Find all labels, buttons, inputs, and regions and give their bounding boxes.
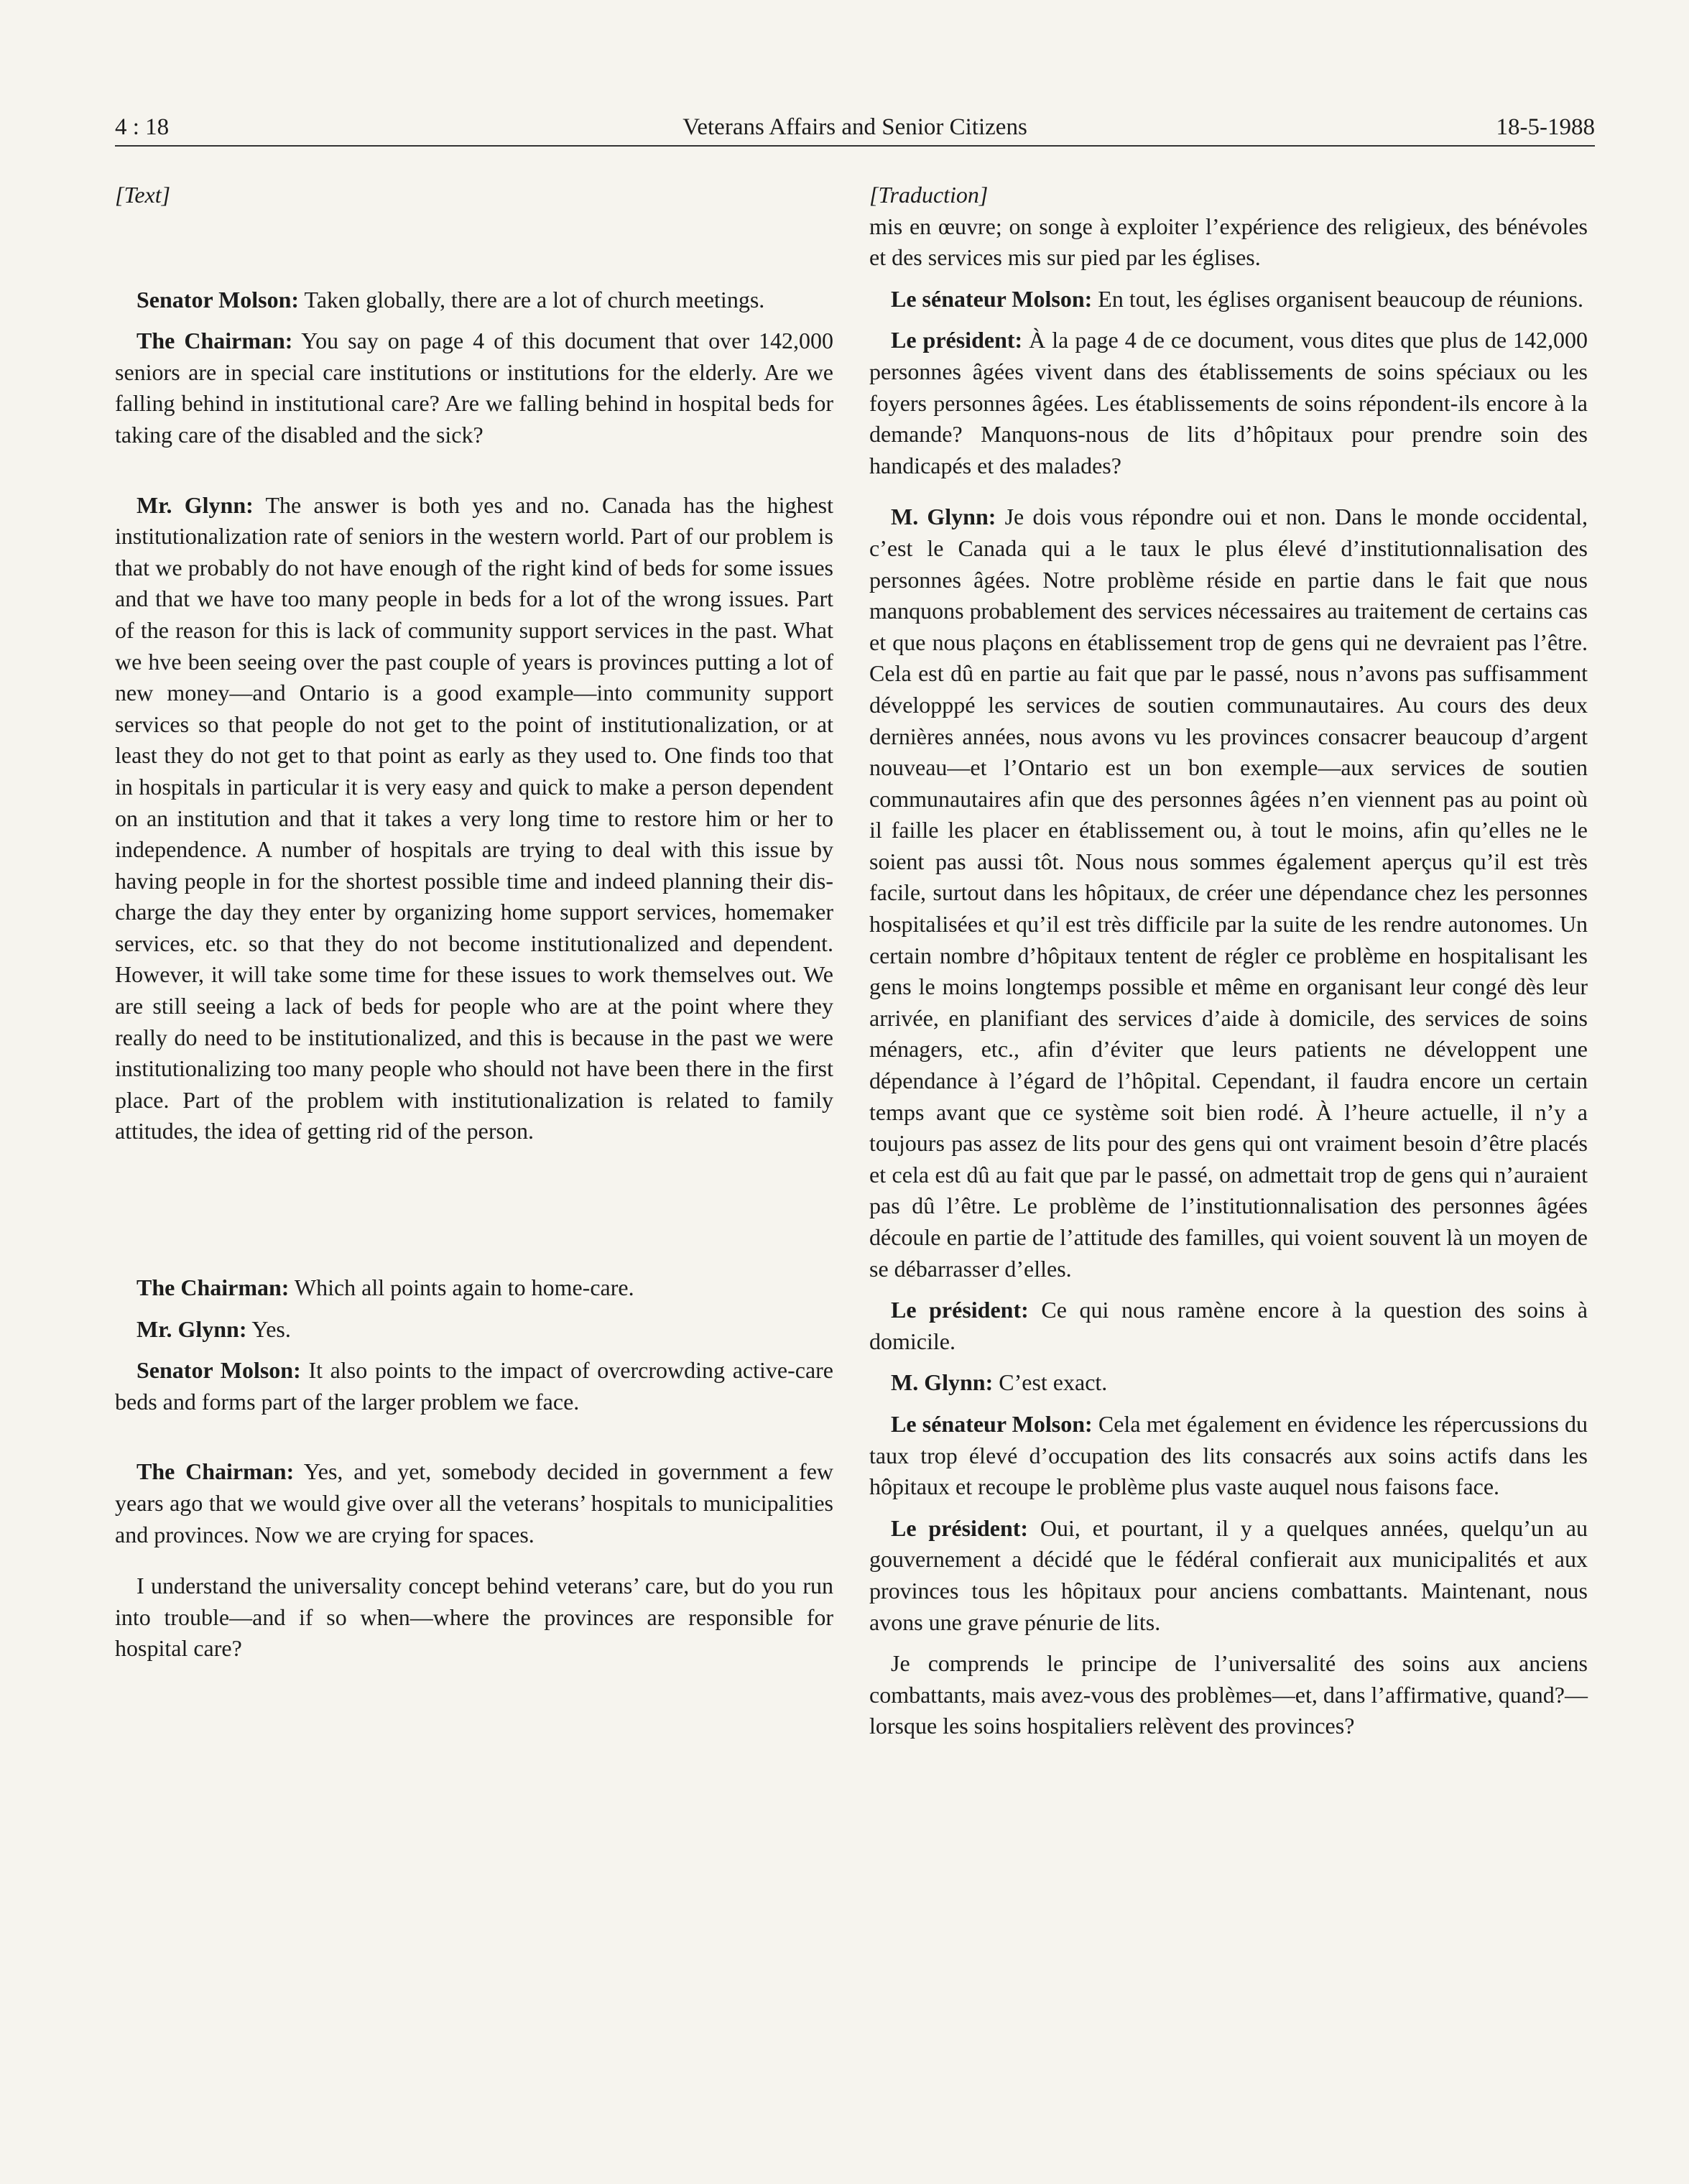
paragraph <box>869 501 1588 1285</box>
paragraph <box>869 1648 1588 1742</box>
paragraph <box>869 1513 1588 1638</box>
speaker-name: The Chairman: <box>136 1274 290 1301</box>
paragraph <box>115 1272 833 1304</box>
speaker-name: M. Glynn: <box>891 504 996 530</box>
column-gap <box>869 491 1588 501</box>
speaker-name: Le président: <box>891 1514 1029 1541</box>
speech-text: Yes. <box>246 1315 291 1342</box>
paragraph <box>115 490 833 1147</box>
paragraph <box>115 1456 833 1550</box>
speaker-name: Le président: <box>891 1297 1029 1323</box>
speaker-name: Senator Molson: <box>136 286 300 313</box>
paragraph <box>869 1409 1588 1503</box>
paragraph <box>115 1355 833 1417</box>
column-gap <box>115 1157 833 1272</box>
speaker-name: Mr. Glynn: <box>136 1315 247 1342</box>
paragraph <box>115 284 833 316</box>
speech-text: Ce qui nous ramène encore à la question des soins à domicile. <box>869 1297 1588 1354</box>
page-number: 4 : 18 <box>115 114 170 140</box>
speech-text: En tout, les églises organisent beaucoup de réunions. <box>1092 285 1583 312</box>
column-gap <box>115 1428 833 1456</box>
speech-text: Je comprends le principe de l’universalité des soins aux anciens combattants, mais avez-vous des problèmes—et, dans l’affirmative, quand?—lorsque les soins hospitaliers relèvent des provinces? <box>869 1650 1588 1739</box>
column-label: [Text] <box>115 182 171 208</box>
paragraph <box>115 1314 833 1346</box>
speaker-name: Le sénateur Molson: <box>891 1410 1093 1437</box>
speaker-name: Le président: <box>891 327 1023 353</box>
speech-text: À la page 4 de ce document, vous dites que plus de 142,000 personnes âgées vivent dans des établissements de soins spéciaux ou les foyers personnes âgées. Les établissements de soins répondent-ils encore à la demande? Manquons-nous de lits d’hôpitaux pour prendre soin des handicapés et des malades? <box>869 327 1588 478</box>
speaker-name: Senator Molson: <box>136 1357 301 1384</box>
paragraph <box>115 1570 833 1665</box>
running-header <box>115 109 1595 145</box>
column-gap <box>115 1560 833 1570</box>
column-gap <box>115 461 833 490</box>
paragraph <box>869 325 1588 481</box>
speaker-name: M. Glynn: <box>891 1369 994 1396</box>
speech-text: Taken globally, there are a lot of church meetings. <box>299 286 765 313</box>
french-column <box>869 180 1588 1752</box>
speech-text: The answer is both yes and no. Canada has the highest institutionalization rate of seniors in the western world. Part of our problem is that we probably do not have enough of the right kind of beds for some issues and that we have too many people in beds for a lot of the wrong issues. Part of the reason for this is lack of community support services in the past. What we hve been seeing over the past couple of years is provinces putting a lot of new money—and Ontario is a good example—into community support services so that people do not get to the point of institutionalization, or at least they do not get to that point as early as they used to. One finds too that in hospitals in particular it is very easy and quick to make a person dependent on an institution and that it takes a very long time to restore him or her to independence. A number of hospitals are trying to deal with this issue by having people in for the shortest possible time and indeed planning their discharge the day they enter by organizing home support services, homemaker services, etc. so that they do not become institutionalized and dependent. However, it will take some time for these issues to work themselves out. We are still seeing a lack of beds for people who are at the point where they really do need to be institutionalized, and this is because in the past we were institutionalizing too many people who should not have been there in the first place. Part of the problem with institutionalization is related to family attitudes, the idea of getting rid of the person. <box>115 491 834 1144</box>
speaker-name: Le sénateur Molson: <box>891 285 1093 312</box>
speech-text: You say on page 4 of this document that over 142,000 seniors are in special care institutions or institutions for the elderly. Are we falling behind in institutional care? Are we falling behind in hospital beds for taking care of the disabled and the sick? <box>115 328 834 448</box>
speech-text: I understand the universality concept behind veterans’ care, but do you run into trouble—and if so when—where the provinces are responsible for hospital care? <box>115 1573 833 1662</box>
paragraph <box>869 284 1588 315</box>
column-gap <box>115 221 833 284</box>
paragraph <box>869 1367 1588 1399</box>
column-label: [Traduction] <box>869 182 989 208</box>
speaker-name: The Chairman: <box>136 1458 295 1485</box>
speech-text: It also points to the impact of overcrowding active-care beds and forms part of the larger problem we face. <box>115 1357 834 1415</box>
speech-text: Yes, and yet, somebody decided in government a few years ago that we would give over all the veterans’ hospitals to municipalities and provinces. Now we are crying for spaces. <box>115 1458 834 1547</box>
speech-text: Je dois vous répondre oui et non. Dans le monde occidental, c’est le Canada qui a le taux le plus élevé d’institutionnalisation des personnes âgées. Notre problème réside en partie dans le fait que nous manquons probablement des services nécessaires au traitement de certains cas et que nous plaçons en établissement trop de gens qui ne devraient pas l’être. Cela est dû en partie au fait que par le passé, nous n’avons pas suffisamment développpé les services de soutien communautaires. Au cours des deux dernières années, nous avons vu les provinces consacrer beaucoup d’argent nouveau—et l’Ontario est un bon exemple—aux services de soutien communautaires afin que des personnes âgées n’en viennent pas au point où il faille les placer en établissement ou, à tout le moins, afin qu’elles ne le soient pas aussi tôt. Nous nous sommes également aperçus qu’il est très facile, surtout dans les hôpitaux, de créer une dépendance chez les personnes hospitalisées et qu’il est très difficile par la suite de les rendre autonomes. Un certain nombre d’hôpitaux tentent de régler ce problème en hospitalisant les gens le moins longtemps possible et même en organisant leur congé dès leur arrivée, en planifiant des services d’aide à domicile, des services de soins ménagers, etc., afin d’éviter que leurs patients ne développent une dépendance à l’égard de l’hôpital. Cependant, il faudra encore un certain temps avant que ce système soit bien rodé. À l’heure actuelle, il n’y a toujours pas assez de lits pour des gens qui ont vraiment besoin d’être placés et cela est dû au fait que par le passé, on admettait trop de gens qui n’auraient pas dû l’être. Le problème de l’institutionnalisation des personnes âgées découle en partie de l’attitude des familles, qui voient souvent là un moyen de se débarrasser d’elles. <box>869 504 1588 1282</box>
english-column <box>115 180 833 1675</box>
continuation-paragraph: mis en œuvre; on songe à exploiter l’expérience des religieux, des bénévoles et des services mis sur pied par les églises. <box>869 213 1588 271</box>
speaker-name: Mr. Glynn: <box>136 491 254 518</box>
speech-text: Which all points again to home-care. <box>289 1274 634 1301</box>
paragraph <box>115 325 833 450</box>
header-rule <box>115 145 1595 147</box>
speaker-name: The Chairman: <box>136 328 293 354</box>
speech-text: Oui, et pourtant, il y a quelques années, quelqu’un au gouvernement a décidé que le fédéral confierait aux municipalités et aux provinces tous les hôpitaux pour anciens combattants. Maintenant, nous avons une grave pénurie de lits. <box>869 1514 1588 1635</box>
speech-text: C’est exact. <box>993 1369 1108 1396</box>
publication-title: Veterans Affairs and Senior Citizens <box>682 114 1027 140</box>
speech-text: Cela met également en évidence les répercussions du taux trop élevé d’occupation des lits consacrés aux soins actifs dans les hôpitaux et recoupe le problème plus vaste auquel nous faisons face. <box>869 1410 1588 1500</box>
paragraph <box>869 1295 1588 1357</box>
header-date: 18-5-1988 <box>1496 114 1595 140</box>
